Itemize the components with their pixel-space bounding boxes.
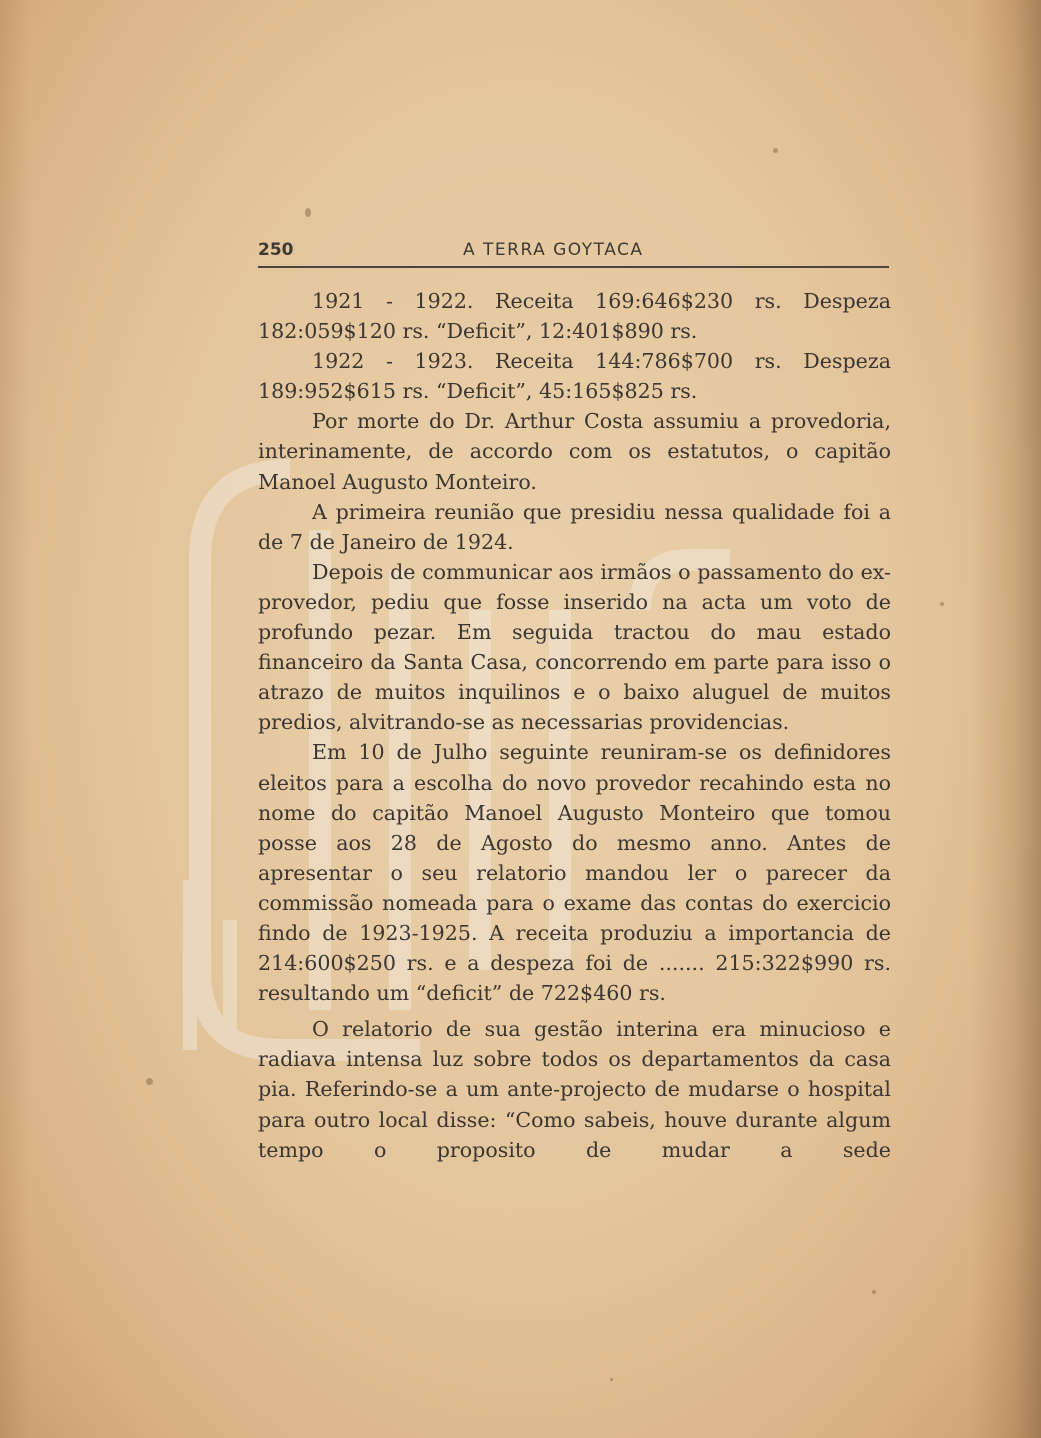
paragraph: Em 10 de Julho seguinte reuniram-se os definidores eleitos para a escolha do novo provedor recahindo esta no nome do capitão Manoel Augusto Monteiro que tomou posse aos 28 de Agosto do mesmo anno. Antes de apresentar o seu relatorio mandou ler o parecer da commissão nomeada para o exame das contas do exercicio findo de 1923-1925. A receita produziu a importancia de 214:600$250 rs. e a despeza foi de ....... 215:322$990 rs. resultando um “deficit” de 722$460 rs. <box>258 740 891 1006</box>
paper-speck <box>940 602 944 606</box>
paragraph: A primeira reunião que presidiu nessa qualidade foi a de 7 de Janeiro de 1924. <box>258 499 891 554</box>
paper-speck <box>773 148 778 153</box>
paragraph: O relatorio de sua gestão interina era minucioso e radiava intensa luz sobre todos os departamentos da casa pia. Referindo-se a um ante-projecto de mudarse o hospital para outro local disse: “Como sabeis, houve durante algum tempo o proposito de mudar a sede <box>258 1017 891 1162</box>
page-number: 250 <box>258 240 294 260</box>
page-header <box>258 238 889 268</box>
body-text <box>258 286 891 1165</box>
paper-speck <box>305 208 311 217</box>
paper-speck <box>610 1378 613 1381</box>
paragraph: Por morte do Dr. Arthur Costa assumiu a provedoria, interinamente, de accordo com os estatutos, o capitão Manoel Augusto Monteiro. <box>258 409 891 494</box>
page-left-edge-shading <box>0 0 30 1438</box>
paragraph: Depois de communicar aos irmãos o passamento do ex-provedor, pediu que fosse inserido na acta um voto de profundo pezar. Em seguida tractou do mau estado financeiro da Santa Casa, concorrendo em parte para isso o atrazo de muitos inquilinos e o baixo aluguel de muitos predios, alvitrando-se as necessarias providencias. <box>258 559 891 735</box>
running-title: A TERRA GOYTACA <box>463 240 644 260</box>
page-spine-shadow <box>971 0 1041 1438</box>
paragraph: 1922 - 1923. Receita 144:786$700 rs. Despeza 189:952$615 rs. “Deficit”, 45:165$825 rs. <box>258 349 891 404</box>
paper-speck <box>872 1290 876 1294</box>
paragraph: 1921 - 1922. Receita 169:646$230 rs. Despeza 182:059$120 rs. “Deficit”, 12:401$890 rs. <box>258 289 891 344</box>
paper-speck <box>146 1078 153 1085</box>
